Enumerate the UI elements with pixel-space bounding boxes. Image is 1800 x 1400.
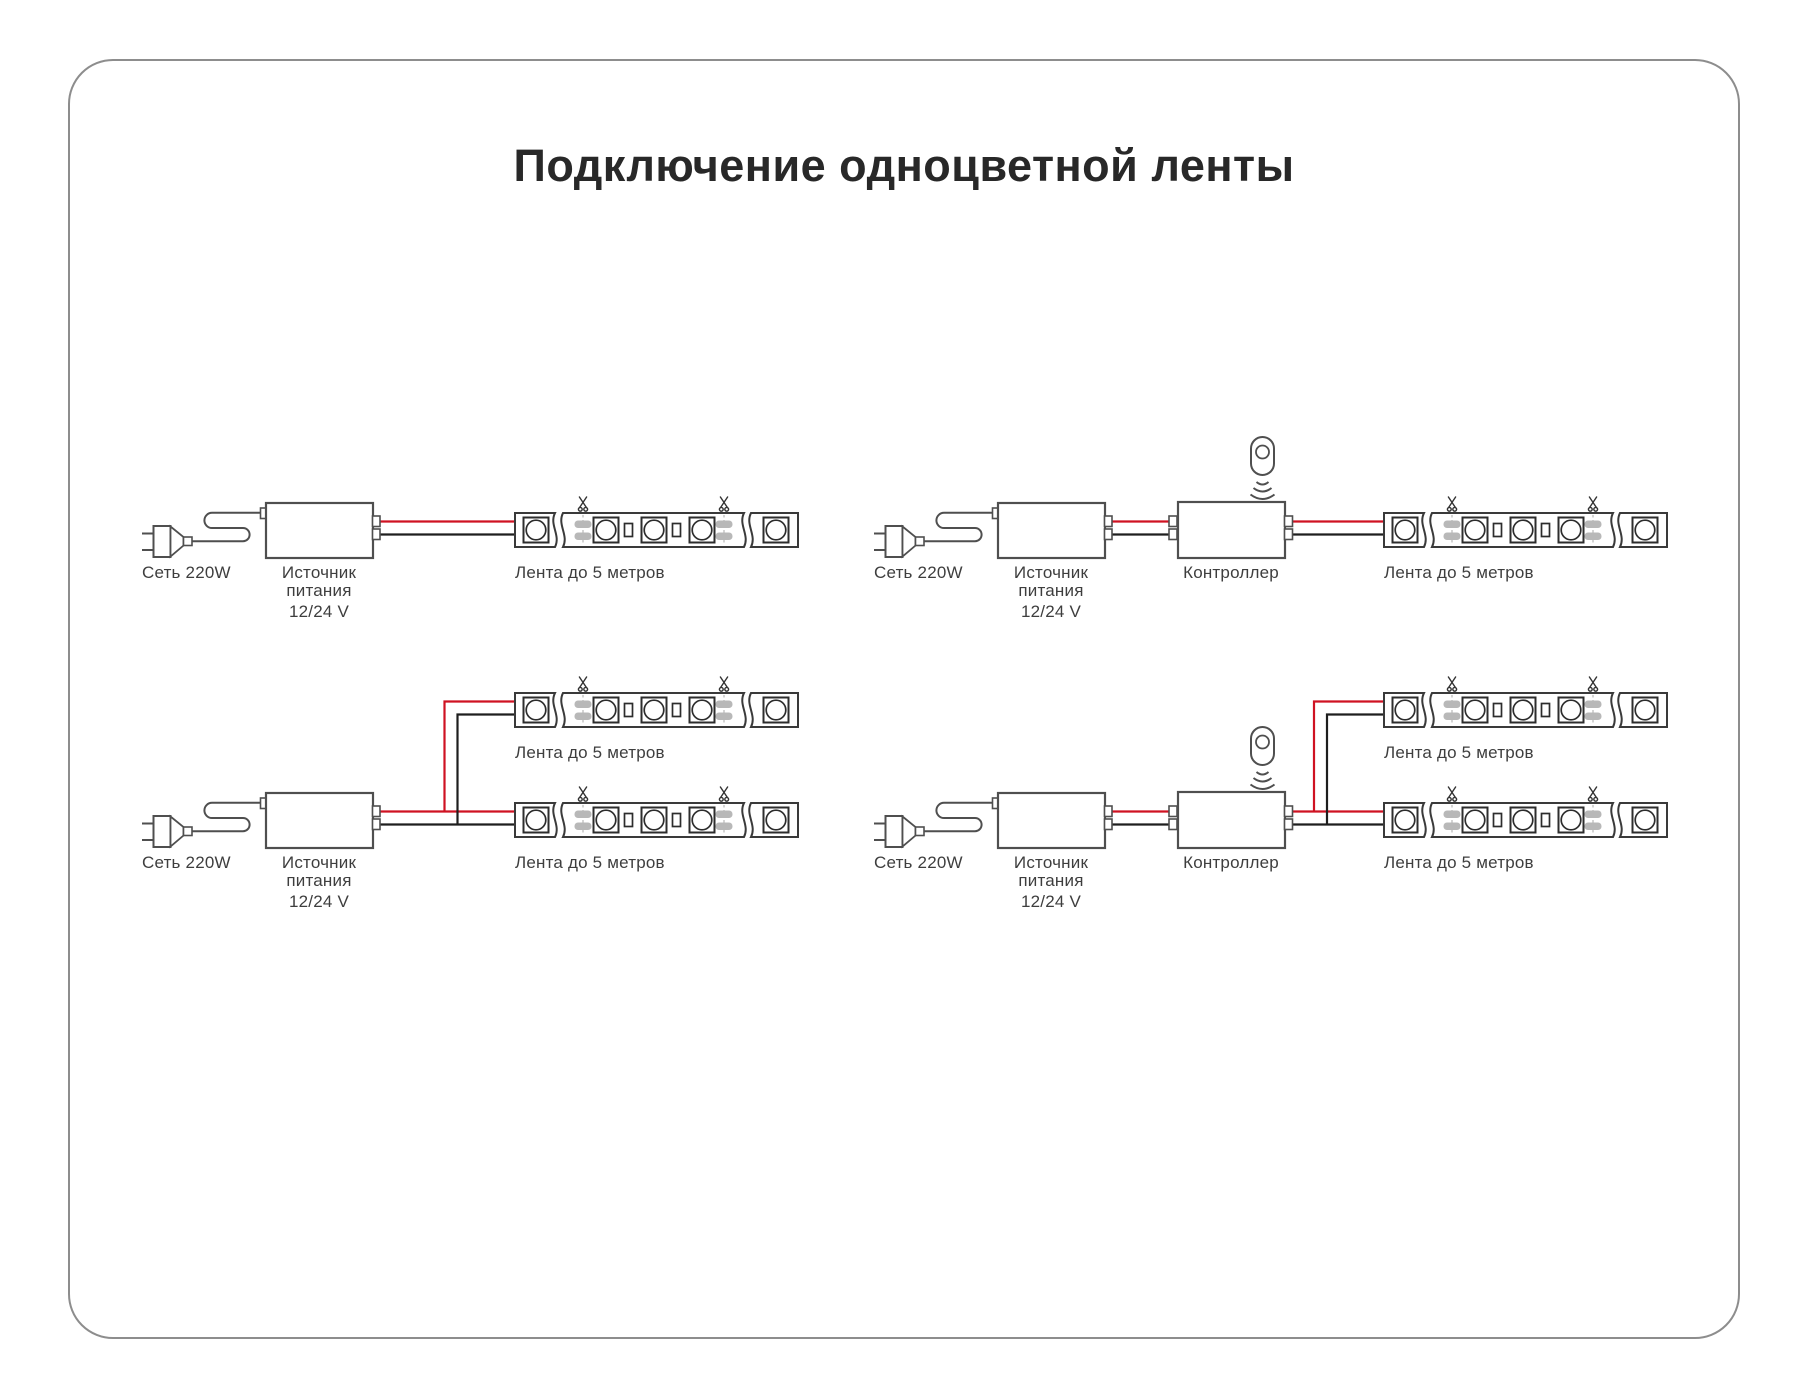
remote-control	[1251, 727, 1275, 789]
controller-label: Контроллер	[1183, 853, 1279, 872]
mains-label: Сеть 220W	[874, 563, 963, 582]
psu-label	[1014, 564, 1088, 600]
negative-wire	[380, 715, 516, 825]
psu-label-line1: Источник	[281, 563, 357, 582]
psu-label-line2: питания	[286, 581, 352, 601]
led-strip	[1384, 787, 1667, 837]
positive-wire	[380, 702, 516, 812]
power-plug	[874, 803, 993, 847]
mains-label: Сеть 220W	[142, 563, 231, 582]
psu-label-line1: Источник	[281, 853, 357, 872]
voltage-label: 12/24 V	[1020, 602, 1082, 621]
psu-label	[282, 854, 356, 890]
strip-label: Лента до 5 метров	[515, 743, 665, 762]
power-supply-unit	[993, 503, 1113, 558]
page-title: Подключение одноцветной ленты	[513, 140, 1295, 191]
psu-label-line2: питания	[1018, 871, 1084, 891]
psu-label-line1: Источник	[1013, 563, 1089, 582]
psu-label	[1014, 854, 1088, 890]
voltage-label: 12/24 V	[1020, 892, 1082, 911]
power-plug	[874, 513, 993, 557]
strip-label: Лента до 5 метров	[515, 853, 665, 872]
remote-control	[1251, 437, 1275, 499]
psu-label-line2: питания	[286, 871, 352, 891]
mains-label: Сеть 220W	[142, 853, 231, 872]
strip-label: Лента до 5 метров	[515, 563, 665, 582]
led-strip	[515, 497, 798, 547]
voltage-label: 12/24 V	[288, 892, 350, 911]
diagram-top-left	[142, 497, 798, 558]
led-strip	[515, 677, 798, 727]
diagram-top-right	[874, 437, 1667, 558]
led-controller	[1169, 792, 1293, 848]
power-plug	[142, 803, 261, 847]
led-strip	[515, 787, 798, 837]
psu-label	[282, 564, 356, 600]
led-strip	[1384, 677, 1667, 727]
psu-label-line1: Источник	[1013, 853, 1089, 872]
power-plug	[142, 513, 261, 557]
controller-label: Контроллер	[1183, 563, 1279, 582]
strip-label: Лента до 5 метров	[1384, 563, 1534, 582]
strip-label: Лента до 5 метров	[1384, 743, 1534, 762]
power-supply-unit	[261, 793, 381, 848]
diagram-bottom-left	[142, 677, 798, 848]
mains-label: Сеть 220W	[874, 853, 963, 872]
strip-label: Лента до 5 метров	[1384, 853, 1534, 872]
led-strip	[1384, 497, 1667, 547]
voltage-label: 12/24 V	[288, 602, 350, 621]
power-supply-unit	[261, 503, 381, 558]
psu-label-line2: питания	[1018, 581, 1084, 601]
diagram-bottom-right	[874, 677, 1667, 848]
power-supply-unit	[993, 793, 1113, 848]
led-controller	[1169, 502, 1293, 558]
